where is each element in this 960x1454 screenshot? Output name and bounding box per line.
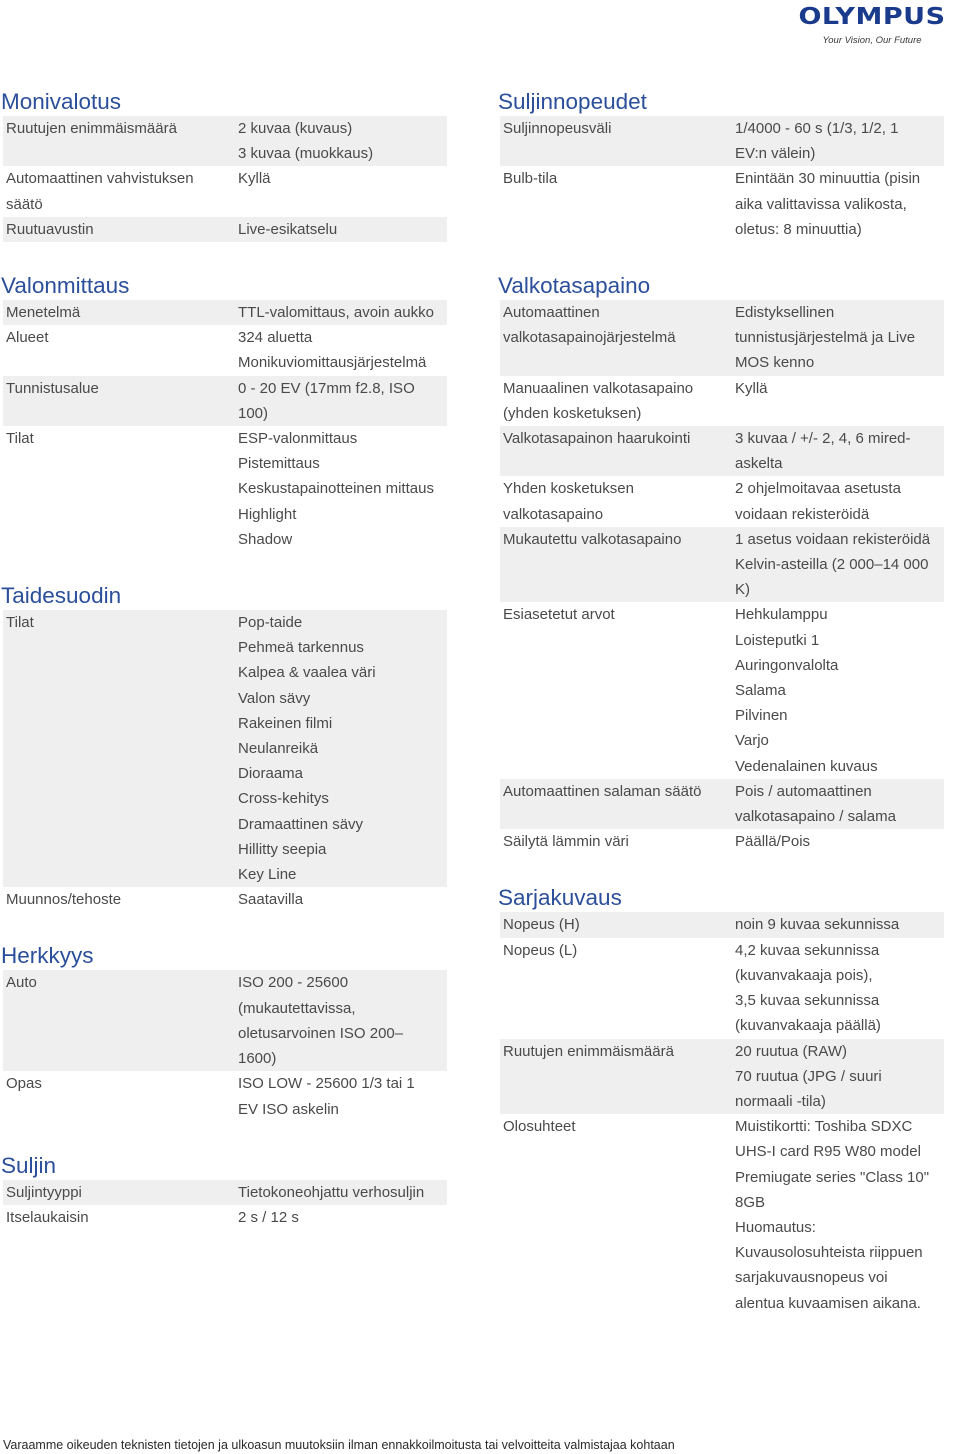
spec-label-line: Säilytä lämmin väri: [503, 833, 629, 851]
spec-value-line: Edistyksellinen: [735, 304, 835, 322]
spec-label-line: Automaattinen: [503, 304, 600, 322]
spec-label-line: Tunnistusalue: [6, 379, 99, 397]
section-title: Sarjakuvaus: [498, 885, 622, 911]
spec-label-line: Opas: [6, 1075, 42, 1093]
spec-value-line: 1600): [238, 1050, 277, 1068]
spec-label: [3, 1071, 236, 1121]
spec-value-line: 3 kuvaa / +/- 2, 4, 6 mired-: [735, 430, 911, 448]
spec-value: [733, 1114, 944, 1316]
brand-logo: [789, 2, 955, 46]
spec-value-line: Muistikortti: Toshiba SDXC: [735, 1118, 913, 1136]
spec-value-line: valkotasapaino / salama: [735, 808, 896, 826]
spec-value-line: oletus: 8 minuuttia): [735, 220, 862, 238]
spec-row: [500, 476, 944, 526]
spec-label: [3, 887, 236, 912]
spec-label: [3, 325, 236, 375]
spec-value-line: 4,2 kuvaa sekunnissa: [735, 941, 880, 959]
section-suljin: [3, 1152, 447, 1230]
spec-value-line: Hehkulamppu: [735, 606, 828, 624]
spec-value-line: 0 - 20 EV (17mm f2.8, ISO: [238, 379, 415, 397]
spec-value-line: Pehmeä tarkennus: [238, 639, 364, 657]
spec-value-line: Kalpea & vaalea väri: [238, 664, 376, 682]
section-sarjakuvaus: [500, 884, 944, 1315]
spec-value: [236, 1071, 447, 1121]
spec-label: [500, 912, 733, 937]
spec-value-line: 324 aluetta: [238, 329, 313, 347]
spec-value-line: sarjakuvausnopeus voi: [735, 1269, 888, 1287]
spec-value-line: Vedenalainen kuvaus: [735, 757, 878, 775]
spec-label-line: valkotasapainojärjestelmä: [503, 329, 676, 347]
spec-row: [3, 376, 447, 426]
spec-value-line: EV ISO askelin: [238, 1100, 339, 1118]
spec-value-line: Loisteputki 1: [735, 631, 820, 649]
spec-value-line: (kuvanvakaaja pois),: [735, 966, 873, 984]
section-title: Suljinnopeudet: [498, 89, 647, 114]
spec-label: [3, 610, 236, 887]
spec-label-line: Valkotasapainon haarukointi: [503, 430, 691, 448]
spec-label-line: Mukautettu valkotasapaino: [503, 530, 682, 548]
spec-value-line: askelta: [735, 455, 783, 473]
spec-label: [3, 970, 236, 1071]
spec-row: [500, 166, 944, 242]
spec-value-line: Pop-taide: [238, 614, 303, 632]
section-title: Valkotasapaino: [498, 273, 651, 299]
spec-value: [236, 325, 447, 375]
spec-label: [3, 166, 236, 216]
spec-label-line: Nopeus (L): [503, 941, 578, 959]
brand-tagline: Your Vision, Our Future: [822, 35, 922, 46]
spec-value-line: Kelvin-asteilla (2 000–14 000: [735, 556, 929, 574]
spec-value-line: 1/4000 - 60 s (1/3, 1/2, 1: [735, 120, 899, 137]
spec-label: [500, 300, 733, 376]
spec-label-line: Ruutujen enimmäismäärä: [503, 1042, 674, 1060]
section-title: Herkkyys: [1, 943, 94, 969]
spec-value: [236, 887, 447, 912]
spec-value-line: Hillitty seepia: [238, 840, 327, 858]
spec-label: [3, 217, 236, 242]
spec-value-line: 2 kuvaa (kuvaus): [238, 120, 353, 137]
spec-value-line: (kuvanvakaaja päällä): [735, 1017, 881, 1035]
spec-label-line: Muunnos/tehoste: [6, 891, 122, 909]
spec-value-line: (mukautettavissa,: [238, 999, 356, 1017]
spec-value: [733, 376, 944, 426]
spec-value-line: K): [735, 581, 750, 599]
spec-value: [236, 610, 447, 887]
section-taidesuodin: [3, 582, 447, 912]
spec-value-line: Rakeinen filmi: [238, 714, 333, 732]
spec-row: [3, 166, 447, 216]
spec-value: [236, 1180, 447, 1205]
spec-value-line: Cross-kehitys: [238, 790, 329, 808]
spec-value: [236, 166, 447, 216]
spec-row: [3, 426, 447, 552]
section-suljinnopeudet: [500, 88, 944, 242]
spec-row: [3, 1205, 447, 1230]
spec-value-line: Pistemittaus: [238, 455, 320, 473]
spec-row: [3, 1180, 447, 1205]
spec-row: [500, 912, 944, 937]
spec-row: [500, 116, 944, 166]
spec-row: [3, 300, 447, 325]
spec-value: [733, 116, 944, 166]
section-title: Monivalotus: [1, 89, 122, 114]
spec-value-line: Premiugate series "Class 10": [735, 1168, 930, 1186]
spec-value-line: Valon sävy: [238, 689, 311, 707]
spec-label: [3, 300, 236, 325]
spec-row: [3, 887, 447, 912]
spec-value: [236, 300, 447, 325]
spec-label: [500, 1114, 733, 1316]
spec-value-line: ISO LOW - 25600 1/3 tai 1: [238, 1075, 415, 1093]
spec-value-line: EV:n välein): [735, 145, 816, 163]
spec-value-line: Dioraama: [238, 765, 304, 783]
spec-value-line: [238, 192, 447, 217]
spec-label-line: Yhden kosketuksen: [503, 480, 634, 498]
spec-value-line: 20 ruutua (RAW): [735, 1042, 847, 1060]
spec-row: [3, 1071, 447, 1121]
spec-value-line: Shadow: [238, 530, 293, 548]
spec-value-line: ESP-valonmittaus: [238, 430, 358, 448]
spec-value: [733, 829, 944, 854]
spec-row: [3, 325, 447, 375]
spec-value-line: 8GB: [735, 1193, 766, 1211]
spec-value-line: 2 s / 12 s: [238, 1208, 299, 1226]
spec-row: [500, 779, 944, 829]
spec-value-line: Salama: [735, 682, 786, 700]
spec-row: [500, 829, 944, 854]
spec-row: [500, 300, 944, 376]
spec-value-line: Päällä/Pois: [735, 833, 811, 851]
section-monivalotus: [3, 88, 447, 242]
spec-value-line: 3,5 kuvaa sekunnissa: [735, 992, 880, 1010]
spec-value-line: Monikuviomittausjärjestelmä: [238, 354, 427, 372]
spec-value: [236, 116, 447, 166]
spec-label: [500, 527, 733, 603]
brand-name: OLYMPUS: [798, 3, 946, 30]
spec-label-line: Manuaalinen valkotasapaino: [503, 379, 694, 397]
section-title: Valonmittaus: [1, 273, 130, 299]
spec-value-line: TTL-valomittaus, avoin aukko: [238, 304, 434, 322]
spec-value: [733, 527, 944, 603]
spec-label: [500, 779, 733, 829]
spec-row: [3, 970, 447, 1071]
spec-label: [500, 376, 733, 426]
spec-value-line: Dramaattinen sävy: [238, 815, 364, 833]
spec-row: [3, 116, 447, 166]
spec-label-line: Esiasetetut arvot: [503, 606, 615, 624]
spec-label: [500, 938, 733, 1039]
spec-label: [3, 116, 236, 166]
spec-value: [236, 970, 447, 1071]
left-column: [3, 88, 447, 1230]
spec-value-line: MOS kenno: [735, 354, 815, 372]
spec-value: [733, 476, 944, 526]
spec-value: [236, 376, 447, 426]
spec-row: [500, 527, 944, 603]
spec-value-line: 1 asetus voidaan rekisteröidä: [735, 530, 931, 548]
spec-value-line: Pilvinen: [735, 707, 788, 725]
spec-value-line: UHS-I card R95 W80 model: [735, 1143, 921, 1161]
spec-label-line: Tilat: [6, 614, 34, 632]
right-column: [500, 88, 944, 1316]
spec-value-line: Highlight: [238, 505, 297, 523]
spec-row: [500, 1114, 944, 1316]
spec-row: [3, 610, 447, 887]
spec-value-line: Keskustapainotteinen mittaus: [238, 480, 434, 498]
spec-value-line: normaali -tila): [735, 1092, 826, 1110]
spec-label-line: Ruutuavustin: [6, 220, 94, 238]
spec-value: [236, 426, 447, 552]
spec-row: [500, 938, 944, 1039]
spec-label: [500, 476, 733, 526]
spec-label-line: Tilat: [6, 430, 34, 448]
spec-value-line: 2 ohjelmoitavaa asetusta: [735, 480, 901, 498]
spec-label: [500, 166, 733, 242]
spec-label-line: Auto: [6, 974, 37, 992]
spec-label-line: Itselaukaisin: [6, 1208, 89, 1226]
spec-value-line: Live-esikatselu: [238, 220, 338, 238]
spec-label: [3, 1180, 236, 1205]
spec-value: [733, 1039, 944, 1115]
spec-value-line: Saatavilla: [238, 891, 304, 909]
spec-value: [733, 166, 944, 242]
spec-value-line: Enintään 30 minuuttia (pisin: [735, 170, 921, 188]
spec-label-line: Suljinnopeusväli: [503, 120, 612, 137]
spec-label: [3, 426, 236, 552]
spec-value-line: Varjo: [735, 732, 769, 750]
spec-value-line: Pois / automaattinen: [735, 782, 872, 800]
spec-value: [733, 300, 944, 376]
spec-value-line: 70 ruutua (JPG / suuri: [735, 1067, 882, 1085]
spec-label: [500, 426, 733, 476]
spec-value-line: Auringonvalolta: [735, 656, 839, 674]
spec-value-line: Tietokoneohjattu verhosuljin: [238, 1183, 425, 1201]
section-title: Suljin: [1, 1152, 57, 1178]
spec-label-line: Nopeus (H): [503, 916, 580, 934]
spec-label-line: Menetelmä: [6, 304, 81, 322]
section-valkotasapaino: [500, 272, 944, 854]
spec-row: [500, 1039, 944, 1115]
spec-value-line: Kuvausolosuhteista riippuen: [735, 1244, 923, 1262]
spec-row: [500, 602, 944, 778]
spec-label-line: valkotasapaino: [503, 505, 604, 523]
spec-label-line: Automaattinen salaman säätö: [503, 782, 702, 800]
spec-label-line: (yhden kosketuksen): [503, 404, 642, 422]
spec-label-line: Ruutujen enimmäismäärä: [6, 120, 177, 137]
spec-row: [3, 217, 447, 242]
spec-label-line: Alueet: [6, 329, 49, 347]
spec-value-line: alentua kuvaamisen aikana.: [735, 1294, 921, 1312]
spec-value: [733, 938, 944, 1039]
spec-label: [3, 1205, 236, 1230]
spec-value-line: noin 9 kuvaa sekunnissa: [735, 916, 900, 934]
spec-value-line: tunnistusjärjestelmä ja Live: [735, 329, 916, 347]
spec-label-line: Olosuhteet: [503, 1118, 576, 1136]
spec-label: [500, 116, 733, 166]
spec-value-line: Key Line: [238, 866, 297, 884]
spec-label: [3, 376, 236, 426]
spec-label: [500, 602, 733, 778]
spec-value-line: 3 kuvaa (muokkaus): [238, 145, 374, 163]
spec-label-line: Bulb-tila: [503, 170, 558, 188]
spec-label-line: Suljintyyppi: [6, 1183, 82, 1201]
spec-label-line: säätö: [6, 195, 43, 213]
spec-value-line: ISO 200 - 25600: [238, 974, 349, 992]
section-valonmittaus: [3, 272, 447, 552]
spec-value-line: Kyllä: [735, 379, 768, 397]
spec-value-line: voidaan rekisteröidä: [735, 505, 870, 523]
spec-value-line: 100): [238, 404, 269, 422]
spec-value: [236, 1205, 447, 1230]
spec-value-line: Kyllä: [238, 170, 271, 188]
section-herkkyys: [3, 942, 447, 1121]
footer-disclaimer: Varaamme oikeuden teknisten tietojen ja ulkoasun muutoksiin ilman ennakkoilmoitusta tai velvoitteita valmistajaa kohtaan: [3, 1438, 675, 1452]
spec-label: [500, 829, 733, 854]
spec-value: [733, 602, 944, 778]
spec-row: [500, 426, 944, 476]
spec-value-line: oletusarvoinen ISO 200–: [238, 1024, 404, 1042]
spec-label: [500, 1039, 733, 1115]
spec-value-line: Huomautus:: [735, 1218, 816, 1236]
spec-value-line: Neulanreikä: [238, 740, 319, 758]
spec-row: [500, 376, 944, 426]
spec-value: [733, 779, 944, 829]
spec-label-line: Automaattinen vahvistuksen: [6, 170, 194, 188]
spec-value: [733, 912, 944, 937]
spec-value-line: aika valittavissa valikosta,: [735, 195, 907, 213]
spec-value: [236, 217, 447, 242]
section-title: Taidesuodin: [1, 583, 122, 609]
spec-value: [733, 426, 944, 476]
